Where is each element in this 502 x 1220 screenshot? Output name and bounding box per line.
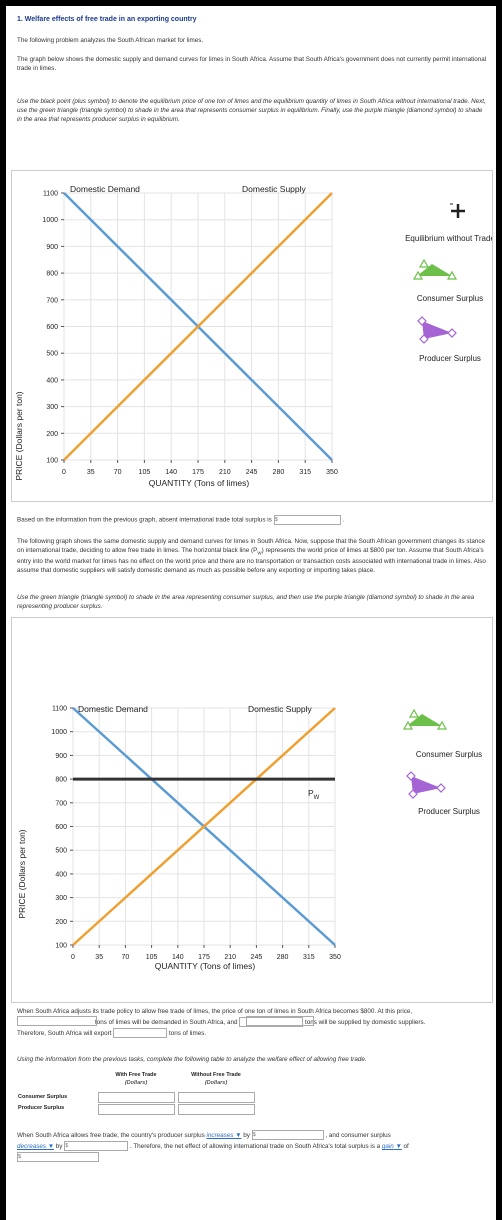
- supplied-input[interactable]: [246, 1016, 314, 1026]
- y-ticks-1: [42, 191, 64, 465]
- q3-text-c: . Therefore, the net effect of allowing international trade on South Africa's total surplus is a: [129, 1143, 381, 1150]
- y-tick-label: 800: [46, 270, 58, 278]
- dollar-prefix-3: $: [18, 1154, 22, 1161]
- paragraph-2: [17, 537, 487, 575]
- graph-panel-1[interactable]: [11, 170, 493, 502]
- x-tick-label: 35: [86, 469, 95, 476]
- y-tick-label: 100: [46, 457, 58, 465]
- y-tick-label: 500: [55, 847, 67, 855]
- y-tick-label: 100: [55, 942, 67, 950]
- para2-start: The following graph shows the same domestic supply and demand curves for limes in South Africa. Now, suppose that the South African government changes its stance on international trade, deciding to allow free trade in limes. The horizontal black line (P: [17, 538, 485, 554]
- ps-change-input[interactable]: [252, 1130, 324, 1140]
- ps-change-dropdown[interactable]: [207, 1132, 242, 1139]
- question-heading: 1. Welfare effects of free trade in an exporting country: [17, 16, 197, 23]
- ps-change-value: increases: [206, 1132, 234, 1139]
- x-tick-label: 175: [192, 469, 204, 476]
- x-tick-label: 350: [326, 469, 338, 476]
- question-3: [17, 1130, 487, 1163]
- graph-2[interactable]: [12, 618, 492, 1002]
- col-without-unit: (Dollars): [204, 1080, 228, 1086]
- page: [6, 6, 496, 1220]
- x-tick-label: 210: [218, 469, 231, 476]
- demand-label-2: Domestic Demand: [78, 704, 148, 714]
- x-tick-label: 280: [272, 469, 285, 476]
- intro-text-2: The graph below shows the domestic supply and demand curves for limes in South Africa. Assume that South Africa's government does not currently permit international trade in limes.: [17, 56, 487, 72]
- x-tick-label: 140: [171, 954, 184, 961]
- x-tick-label: 175: [198, 954, 210, 961]
- row-consumer-surplus: Consumer Surplus: [18, 1094, 68, 1100]
- x-ticks-1: [62, 460, 338, 476]
- legend-consumer-label-2: Consumer Surplus: [415, 750, 483, 759]
- q3-by-2: by: [55, 1143, 63, 1150]
- question-1: [17, 515, 487, 525]
- y-tick-label: 1100: [42, 190, 58, 198]
- question-1-end: .: [342, 516, 345, 524]
- dollar-prefix: $: [274, 517, 278, 523]
- x-tick-label: 0: [62, 469, 66, 476]
- y-tick-label: 500: [46, 350, 58, 358]
- x-tick-label: 70: [113, 469, 122, 476]
- supply-label-2: Domestic Supply: [248, 704, 312, 714]
- q3-by-1: by: [243, 1132, 250, 1139]
- x-tick-label: 140: [165, 469, 178, 476]
- y-axis-label-2: PRICE (Dollars per ton): [17, 829, 27, 919]
- q3-of: of: [403, 1143, 409, 1150]
- y-tick-label: 300: [46, 404, 58, 412]
- chevron-down-icon: ▼: [47, 1143, 55, 1150]
- legend-equilibrium-label: Equilibrium without Trade: [405, 234, 492, 243]
- y-tick-label: 700: [46, 297, 58, 305]
- instructions-3: Using the information from the previous tasks, complete the following table to analyze the welfare effect of allowing free trade.: [17, 1056, 367, 1063]
- y-tick-label: 800: [55, 776, 67, 784]
- y-tick-label: 400: [46, 377, 58, 385]
- y-axis-label-1: PRICE (Dollars per ton): [14, 391, 24, 481]
- cs-change-value: decreases: [17, 1143, 47, 1150]
- y-tick-label: 600: [46, 324, 58, 331]
- x-tick-label: 315: [299, 469, 312, 476]
- intro-text-1: The following problem analyzes the South African market for limes.: [17, 37, 204, 44]
- purple-diamond-icon-2[interactable]: [407, 772, 445, 798]
- col-with-free-trade: With Free Trade: [115, 1072, 157, 1078]
- cs-with-trade-input[interactable]: [98, 1092, 175, 1103]
- export-input[interactable]: [113, 1028, 167, 1038]
- chevron-down-icon: ▼: [395, 1143, 402, 1150]
- x-tick-label: 210: [224, 954, 237, 961]
- instructions-1: Use the black point (plus symbol) to denote the equilibrium price of one ton of limes and the equilibrium quantity of limes in South Africa without international trade. Next, use the green triangle (triangle symbol) to shade in the area that represents consumer surplus in equilibrium. Finally, use the purple triangle (diamond symbol) to shade in the area that represents producer surplus in equilibrium.: [17, 98, 486, 123]
- y-tick-label: 1000: [51, 729, 67, 737]
- total-surplus-input[interactable]: [274, 515, 341, 525]
- x-tick-label: 245: [250, 954, 263, 961]
- x-tick-label: 35: [95, 954, 104, 961]
- q3-text-a: When South Africa allows free trade, the country's producer surplus: [17, 1132, 205, 1139]
- net-effect-dropdown[interactable]: [382, 1143, 402, 1150]
- supplied-placeholder-input[interactable]: [17, 1016, 97, 1026]
- para2-rest: ) represents the world price of limes at $800 per ton. Assume that South Africa's entry into the world market for limes has no effect on the world price and there are no transportation or transaction costs associated with international trade in limes. Also assume that domestic suppliers will satisfy domestic demand as much as possible before any exporting or importing takes place.: [17, 547, 486, 575]
- dollar-prefix-1: $: [252, 1132, 256, 1139]
- supply-label-1: Domestic Supply: [242, 184, 306, 194]
- x-tick-label: 315: [302, 954, 315, 961]
- x-tick-label: 0: [71, 954, 75, 961]
- x-tick-label: 105: [145, 954, 158, 961]
- y-tick-label: 1100: [51, 705, 67, 713]
- demand-label-1: Domestic Demand: [70, 184, 140, 194]
- ps-with-trade-input[interactable]: [98, 1104, 175, 1115]
- y-tick-label: 700: [55, 800, 67, 808]
- q2-text-d: Therefore, South Africa will export: [17, 1030, 112, 1037]
- x-ticks-2: [71, 945, 341, 961]
- question-1-text: Based on the information from the previous graph, absent international trade total surplus is: [17, 516, 272, 524]
- cs-change-dropdown[interactable]: [17, 1143, 54, 1150]
- y-tick-label: 200: [46, 430, 58, 438]
- x-axis-label-2: QUANTITY (Tons of limes): [154, 961, 256, 971]
- x-axis-label-1: QUANTITY (Tons of limes): [148, 478, 250, 488]
- y-tick-label: 300: [55, 895, 67, 903]
- graph-1[interactable]: [12, 171, 492, 501]
- graph-panel-2[interactable]: [11, 617, 493, 1003]
- y-tick-label: 900: [46, 243, 58, 251]
- green-triangle-icon-2[interactable]: [404, 710, 446, 729]
- x-tick-label: 105: [138, 469, 151, 476]
- y-tick-label: 1000: [42, 217, 58, 225]
- purple-diamond-icon[interactable]: [418, 317, 456, 343]
- y-tick-label: 400: [55, 871, 67, 879]
- plus-icon[interactable]: [450, 204, 465, 218]
- legend-producer-label: Producer Surplus: [419, 354, 481, 363]
- col-with-unit: (Dollars): [124, 1080, 148, 1086]
- net-effect-input[interactable]: [17, 1152, 99, 1162]
- x-tick-label: 70: [121, 954, 130, 961]
- q2-text-b: tons of limes will be demanded in South Africa, and: [95, 1019, 238, 1026]
- q2-text-a: When South Africa adjusts its trade policy to allow free trade of limes, the price of one ton of limes in South Africa becomes $800. At this price,: [17, 1008, 413, 1015]
- welfare-table: [6, 1072, 496, 1122]
- x-tick-label: 350: [329, 954, 341, 961]
- col-without-free-trade: Without Free Trade: [191, 1072, 241, 1078]
- net-effect-value: gain: [381, 1143, 394, 1150]
- x-tick-label: 245: [245, 469, 258, 476]
- green-triangle-icon[interactable]: [414, 260, 456, 279]
- y-tick-label: 600: [55, 824, 67, 831]
- q3-text-b: , and consumer surplus: [325, 1132, 391, 1139]
- cs-change-input[interactable]: [64, 1141, 128, 1151]
- dollar-prefix-2: $: [65, 1143, 69, 1150]
- y-ticks-2: [51, 706, 73, 950]
- y-tick-label: 200: [55, 918, 67, 926]
- q2-text-e: tons of limes.: [169, 1030, 207, 1037]
- chevron-down-icon: ▼: [235, 1132, 242, 1139]
- q2-text-c: tons will be supplied by domestic suppliers.: [304, 1019, 426, 1026]
- x-tick-label: 280: [276, 954, 289, 961]
- row-producer-surplus: Producer Surplus: [18, 1105, 65, 1111]
- cs-without-trade-input[interactable]: [178, 1092, 255, 1103]
- legend-producer-label-2: Producer Surplus: [418, 807, 480, 816]
- ps-without-trade-input[interactable]: [178, 1104, 255, 1115]
- instructions-2: Use the green triangle (triangle symbol) to shade in the area representing consumer surplus, and then use the purple triangle (diamond symbol) to shade in the area representing producer surplus.: [17, 594, 475, 610]
- y-tick-label: 900: [55, 752, 67, 760]
- world-price-label: $P_W$: [308, 788, 320, 801]
- para2-sub: W: [257, 550, 262, 556]
- legend-consumer-label: Consumer Surplus: [416, 294, 484, 303]
